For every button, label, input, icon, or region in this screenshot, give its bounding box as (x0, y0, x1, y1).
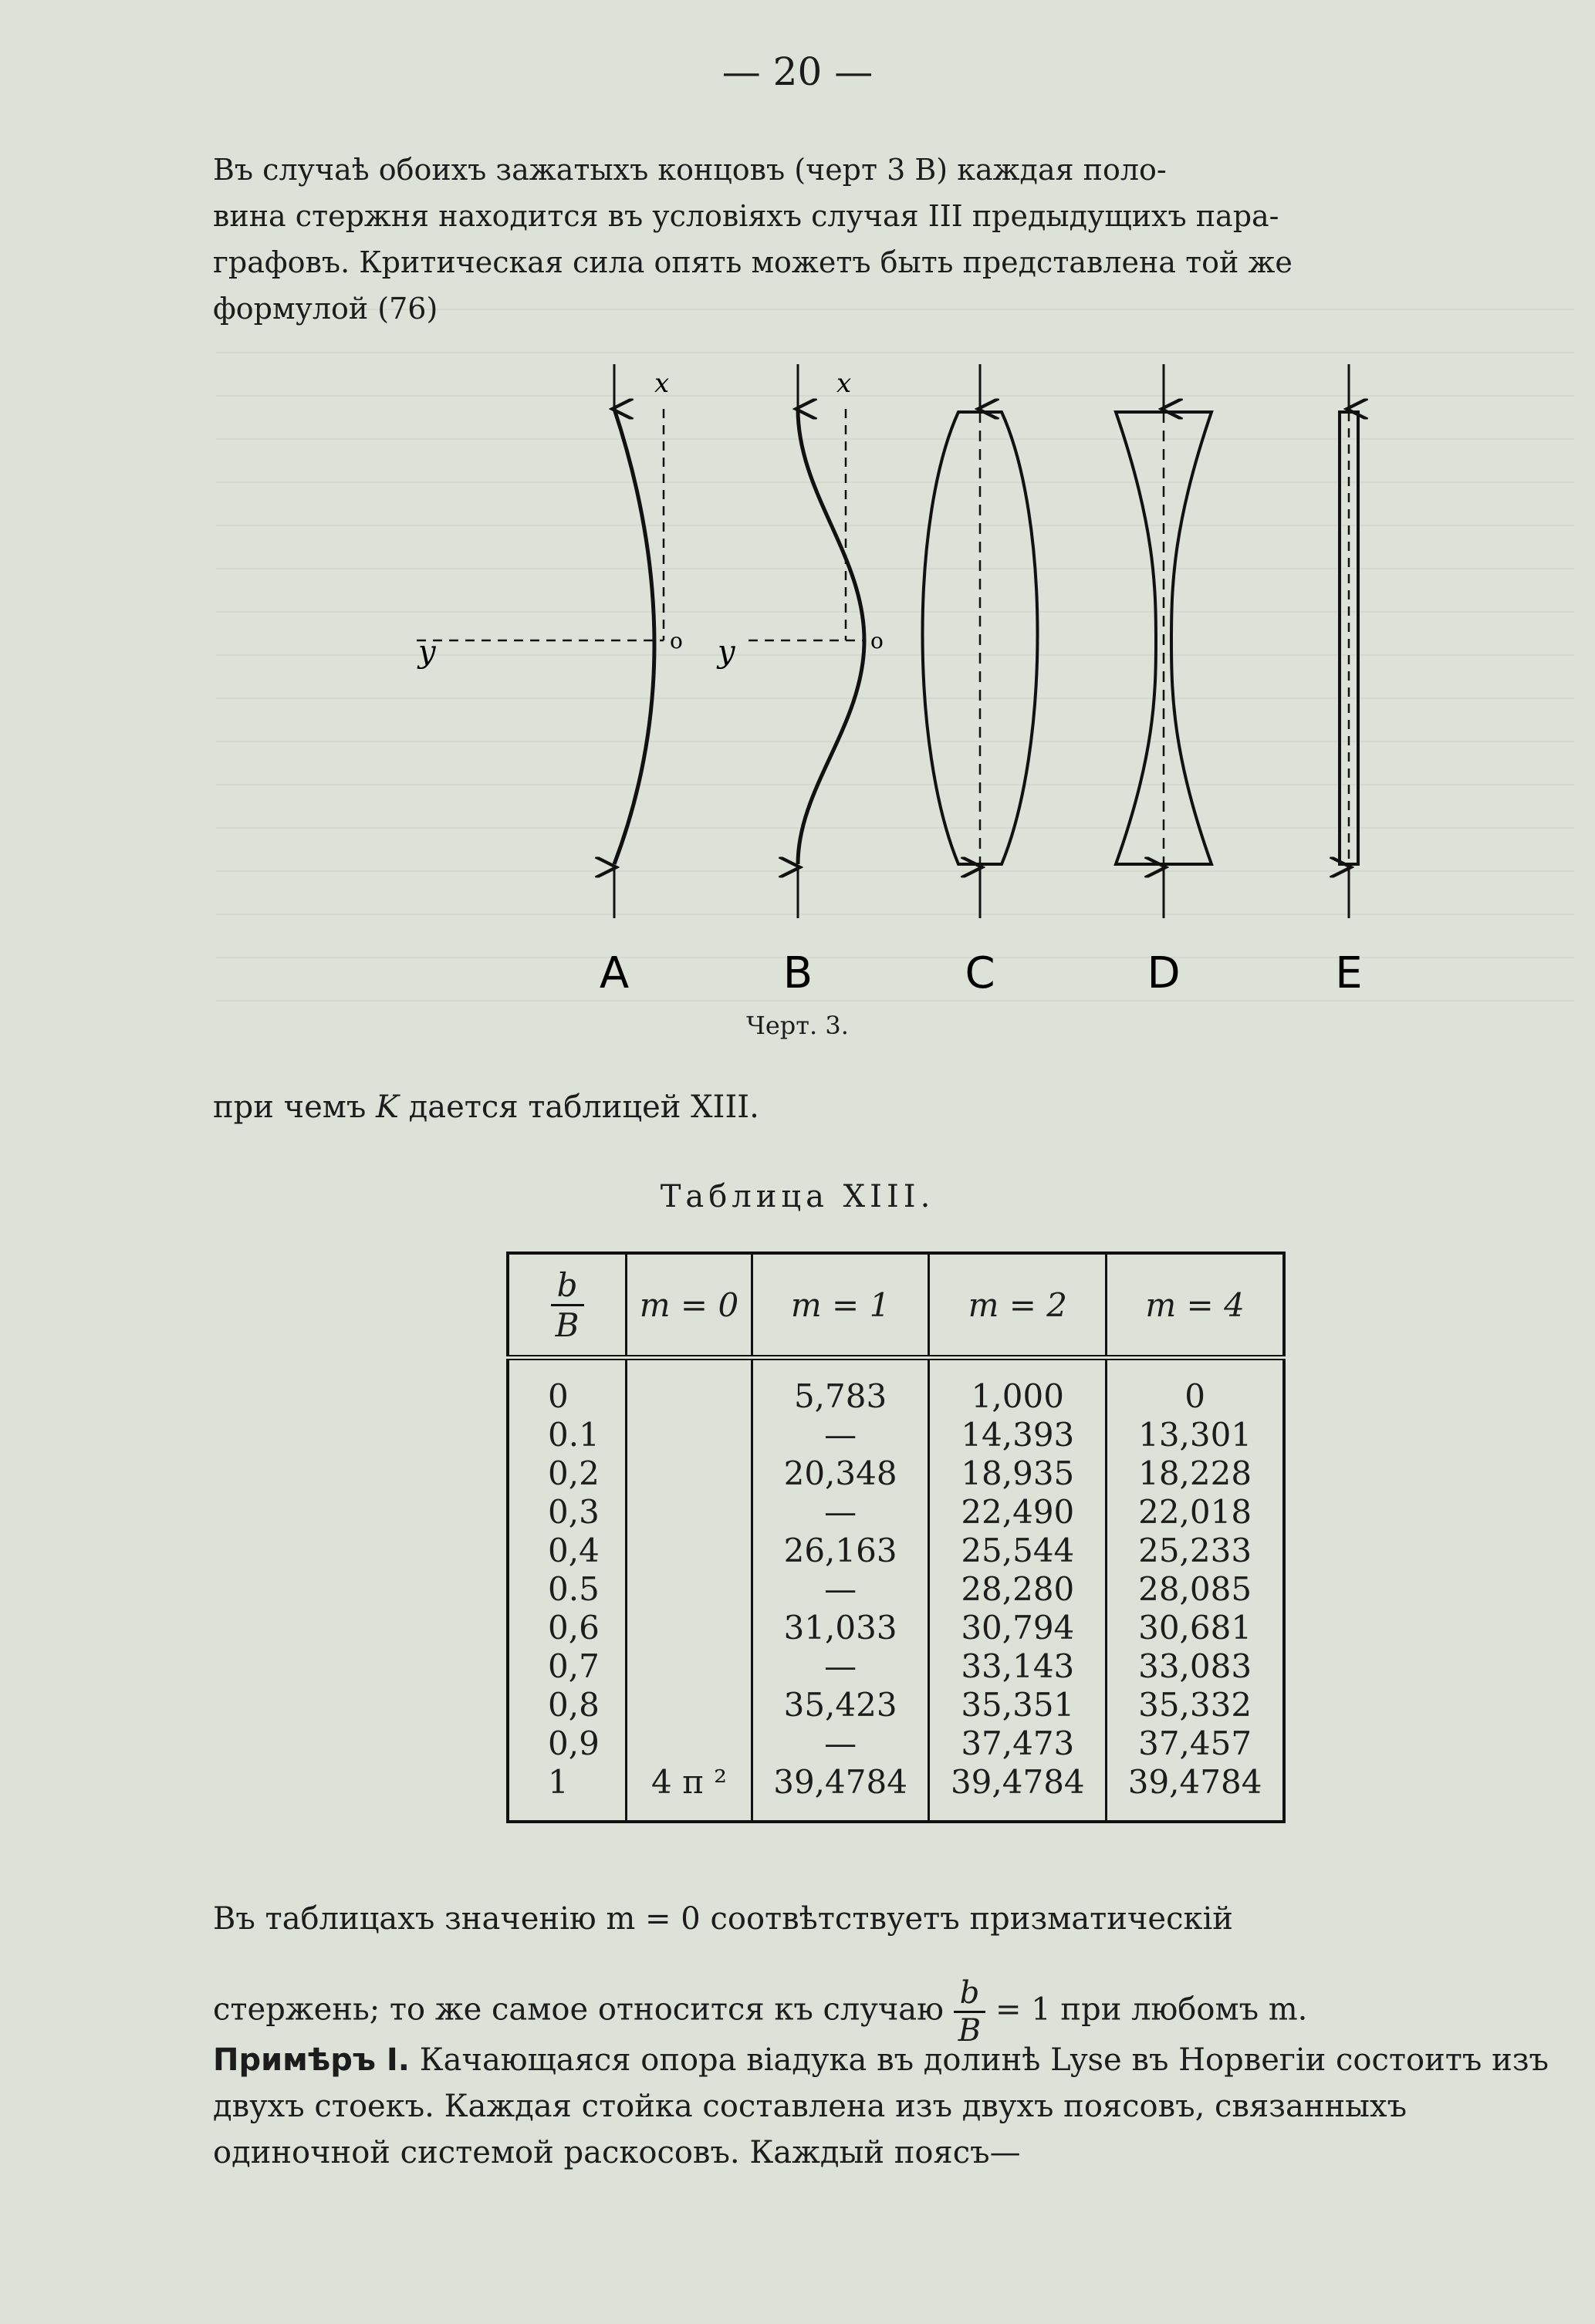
intro-line: формулой (76) (213, 292, 438, 326)
sentence-prefix: при чемъ (213, 1089, 367, 1125)
intro-paragraph (213, 147, 1563, 332)
header-m2: m = 2 (929, 1253, 1107, 1358)
cell: 25,544 (929, 1532, 1107, 1570)
cell (627, 1570, 752, 1609)
cell: 26,163 (752, 1532, 929, 1570)
cell-ratio: 0,7 (548, 1647, 600, 1685)
cell: 28,085 (1107, 1570, 1284, 1609)
cell: 39,4784 (929, 1763, 1107, 1822)
cell-ratio: 0,9 (548, 1724, 600, 1762)
cell: 20,348 (752, 1454, 929, 1493)
cell-ratio: 0.1 (548, 1416, 600, 1454)
figure-caption: Черт. 3. (746, 1011, 849, 1040)
cell: — (752, 1570, 929, 1609)
header-ratio (508, 1253, 627, 1358)
table-row (508, 1416, 1284, 1454)
panel-c-diagram (923, 364, 1038, 918)
cell: 35,351 (929, 1686, 1107, 1724)
cell: 35,332 (1107, 1686, 1284, 1724)
cell-ratio: 1 (548, 1763, 569, 1801)
axis-y-label: y (418, 634, 436, 670)
intro-line: Въ случаѣ обоихъ зажатыхъ концовъ (черт 3 B) каждая поло- (213, 153, 1167, 187)
cell-ratio: 0,2 (548, 1454, 600, 1492)
table-row (508, 1763, 1284, 1822)
cell: 39,4784 (752, 1763, 929, 1822)
example-text: Качающаяся опора вiадука въ долинѣ Lyse въ Норвегiи состоитъ изъ двухъ стоекъ. Каждая стойка составлена изъ двухъ поясовъ, связанныхъ одиночной системой раскосовъ. Каждый поясъ— (213, 2042, 1549, 2170)
cell: 39,4784 (1107, 1763, 1284, 1822)
cell: 18,228 (1107, 1454, 1284, 1493)
cell (627, 1416, 752, 1454)
line2-suffix: = 1 при любомъ m. (995, 1991, 1308, 2028)
intro-line: вина стержня находится въ условiяхъ случая III предыдущихъ пара- (213, 199, 1279, 233)
cell: 1,000 (929, 1358, 1107, 1417)
cell: 18,935 (929, 1454, 1107, 1493)
cell: — (752, 1416, 929, 1454)
cell (627, 1493, 752, 1532)
table-row (508, 1570, 1284, 1609)
table-row (508, 1358, 1284, 1417)
cell: 31,033 (752, 1609, 929, 1647)
line2-prefix: стержень; то же самое относится къ случаю (213, 1991, 944, 2028)
cell: 0 (1107, 1358, 1284, 1417)
after-table-line-1: Въ таблицахъ значенiю m = 0 соотвѣтствуетъ призматическiй (213, 1901, 1233, 1937)
panel-d-diagram (1116, 364, 1211, 918)
page-number: — 20 — (721, 49, 874, 94)
frac-numerator: b (954, 1975, 986, 2013)
frac-denominator: B (555, 1306, 580, 1344)
header-m1: m = 1 (752, 1253, 929, 1358)
cell: 22,018 (1107, 1493, 1284, 1532)
table-row (508, 1532, 1284, 1570)
cell (627, 1454, 752, 1493)
sentence-suffix: дается таблицей XIII. (408, 1089, 759, 1125)
cell: 28,280 (929, 1570, 1107, 1609)
cell-ratio: 0,8 (548, 1686, 600, 1724)
cell: 37,473 (929, 1724, 1107, 1763)
panel-label-e: E (1335, 948, 1363, 998)
panel-e-diagram (1340, 364, 1358, 918)
cell: — (752, 1647, 929, 1686)
cell: 33,083 (1107, 1647, 1284, 1686)
example-heading: Примѣръ I. (213, 2042, 410, 2078)
origin-label: o (870, 628, 884, 654)
reference-sentence (213, 1089, 759, 1125)
cell-ratio: 0.5 (548, 1570, 600, 1608)
cell: 4 π ² (627, 1763, 752, 1822)
panel-b-diagram (716, 364, 884, 918)
cell-ratio: 0,6 (548, 1609, 600, 1647)
cell (627, 1724, 752, 1763)
table-xiii (506, 1252, 1286, 1823)
axis-x-label: x (654, 368, 670, 399)
axis-x-label: x (836, 368, 852, 399)
cell-ratio: 0 (548, 1377, 569, 1415)
table-row (508, 1686, 1284, 1724)
cell: 13,301 (1107, 1416, 1284, 1454)
origin-label: o (670, 628, 683, 654)
frac-numerator: b (551, 1266, 584, 1306)
table-title: Таблица XIII. (660, 1179, 935, 1214)
example-paragraph (213, 2037, 1563, 2176)
panel-label-b: B (782, 948, 813, 998)
panel-label-c: C (965, 948, 995, 998)
table-header-row (508, 1253, 1284, 1358)
cell: 5,783 (752, 1358, 929, 1417)
cell: 30,794 (929, 1609, 1107, 1647)
axis-y-label: y (718, 634, 735, 670)
figure-columns-diagram (332, 355, 1412, 1003)
panel-label-a: A (599, 948, 630, 998)
cell: 14,393 (929, 1416, 1107, 1454)
cell: — (752, 1724, 929, 1763)
cell: 25,233 (1107, 1532, 1284, 1570)
intro-line: графовъ. Критическая сила опять можетъ быть представлена той же (213, 245, 1293, 279)
panel-label-d: D (1147, 948, 1181, 998)
cell: 35,423 (752, 1686, 929, 1724)
header-m4: m = 4 (1107, 1253, 1284, 1358)
cell: — (752, 1493, 929, 1532)
cell (627, 1609, 752, 1647)
cell: 37,457 (1107, 1724, 1284, 1763)
k-symbol: K (376, 1089, 399, 1125)
cell: 30,681 (1107, 1609, 1284, 1647)
table-row (508, 1493, 1284, 1532)
cell-ratio: 0,4 (548, 1532, 600, 1569)
table-row (508, 1454, 1284, 1493)
cell: 33,143 (929, 1647, 1107, 1686)
cell (627, 1686, 752, 1724)
cell (627, 1358, 752, 1417)
cell: 22,490 (929, 1493, 1107, 1532)
panel-a-diagram (417, 364, 683, 918)
cell (627, 1532, 752, 1570)
header-m0: m = 0 (627, 1253, 752, 1358)
cell (627, 1647, 752, 1686)
table-row (508, 1647, 1284, 1686)
cell-ratio: 0,3 (548, 1493, 600, 1531)
table-row (508, 1724, 1284, 1763)
table-row (508, 1609, 1284, 1647)
frac-denominator: B (958, 2013, 982, 2049)
